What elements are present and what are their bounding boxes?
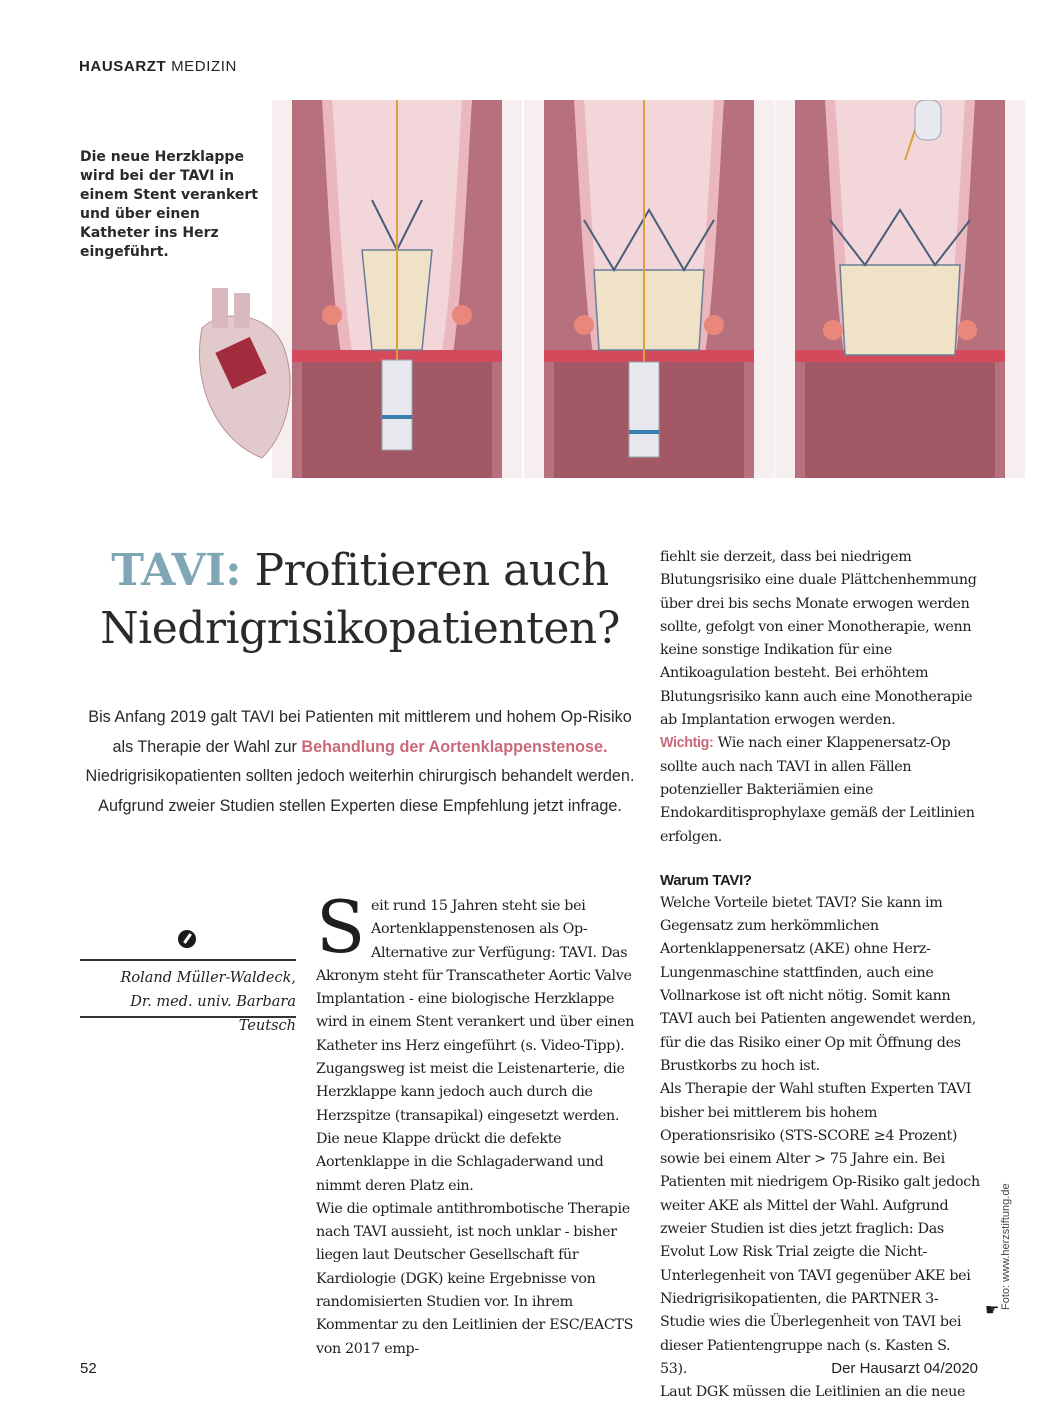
heart-illustration [182, 288, 302, 463]
wichtig-paragraph: Wichtig: Wie nach einer Klappenersatz-Op sollte auch nach TAVI in allen Fällen potenzieller Bakteriämien eine Endokarditisprophylaxe gemäß der Leitlinien erfolgen. [660, 735, 975, 845]
issue-label: Der Hausarzt 04/2020 [831, 1360, 978, 1377]
paragraph: Laut DGK müssen die Leitlinien an die neue [660, 1384, 966, 1401]
figure-caption: Die neue Herzklappe wird bei der TAVI in einem Stent verankert und über einen Katheter ins Herz eingeführt. [80, 149, 258, 260]
divider [80, 1016, 296, 1018]
pen-icon [178, 930, 196, 948]
paragraph: fiehlt sie derzeit, dass bei niedrigem Blutungsrisiko eine duale Plättchenhemmung über drei bis sechs Monate erwogen werden sollte, gefolgt von einer Monotherapie, wenn keine sonstige Indikation für eine Antikoagulation besteht. Bei erhöhtem Blutungsrisiko kann auch eine Monotherapie ab Implantation erwogen werden. [660, 549, 977, 729]
lead-highlight: Behandlung der Aortenklappenstenose. [301, 737, 608, 756]
dropcap: S [316, 885, 365, 969]
illustration-panel-3 [775, 100, 1025, 478]
continue-arrow-icon: ☛ [985, 1300, 1000, 1319]
illustration-panel-1 [272, 100, 522, 478]
section-label: HAUSARZT MEDIZIN [79, 58, 237, 75]
paragraph: Wie die optimale antithrombotische Therapie nach TAVI aussieht, ist noch unklar - bisher liegen laut Deutscher Gesellschaft für Kardiologie (DGK) keine Ergebnisse von randomisierten Studien vor. In ihrem Kommentar zu den Leitlinien der ESC/EACTS von 2017 emp- [316, 1200, 634, 1357]
body-column-2 [660, 546, 980, 1404]
photo-credit: Foto: www.herzstiftung.de [1000, 1183, 1012, 1310]
illustration-panel-2 [524, 100, 774, 478]
page-number: 52 [80, 1360, 97, 1377]
body-column-1: Seit rund 15 Jahren steht sie bei Aortenklappenstenosen als Op-Alternative zur Verfügung: TAVI. Das Akronym steht für Transcatheter Aortic Valve Implantation - eine biologische Herzklappe wird in einem Stent verankert und über einen Katheter ins Herz eingeführt (s. Video-Tipp). Zugangsweg ist meist die Leistenarterie, die Herzklappe kann jedoch auch durch die Herzspitze (transapikal) eingesetzt werden. Die neue Klappe drückt die defekte Aortenklappe in die Schlagaderwand und nimmt deren Platz ein. Wie die optimale antithrombotische Therapie nach TAVI aussieht, ist noch unklar - bisher liegen laut Deutscher Gesellschaft für Kardiologie (DGK) keine Ergebnisse von randomisierten Studien vor. In ihrem Kommentar zu den Leitlinien der ESC/EACTS von 2017 emp- [316, 895, 636, 1361]
subheading: Warum TAVI? [660, 871, 752, 889]
authors: Roland Müller-Waldeck, Dr. med. univ. Barbara Teutsch [120, 970, 296, 1034]
paragraph: Als Therapie der Wahl stuften Experten TAVI bisher bei mittlerem bis hohem Operationsrisiko (STS-SCORE ≥4 Prozent) sowie bei einem Alter > 75 Jahre ein. Bei Patienten mit niedrigem Op-Risiko galt jedoch weiter AKE als Mittel der Wahl. Aufgrund zweier Studien ist dies jetzt fraglich: Das Evolut Low Risk Trial zeigte die Nicht-Unterlegenheit von TAVI gegenüber AKE bei Niedrigrisikopatienten, die PARTNER 3-Studie wies die Überlegenheit von TAVI bei dieser Patientengruppe nach (s. Kasten S. 53). [660, 1081, 980, 1377]
lead-paragraph: Bis Anfang 2019 galt TAVI bei Patienten mit mittlerem und hohem Op-Risiko als Therapie der Wahl zur Behandlung der Aortenklappenstenose. Niedrigrisikopatienten sollten jedoch weiterhin chirurgisch behandelt werden. Aufgrund zweier Studien stellen Experten diese Empfehlung jetzt infrage. [85, 708, 635, 815]
divider [80, 959, 296, 961]
paragraph: Welche Vorteile bietet TAVI? Sie kann im Gegensatz zum herkömmlichen Aortenklappenersatz (AKE) ohne Herz-Lungenmaschine stattfinden, auch eine Vollnarkose ist oft nicht nötig. Somit kann TAVI auch bei Patienten angewendet werden, für die das Risiko einer Op mit Öffnung des Brustkorbs zu hoch ist. [660, 894, 976, 1074]
article-title: TAVI: Profitieren auch Niedrigrisikopatienten? [100, 545, 620, 654]
